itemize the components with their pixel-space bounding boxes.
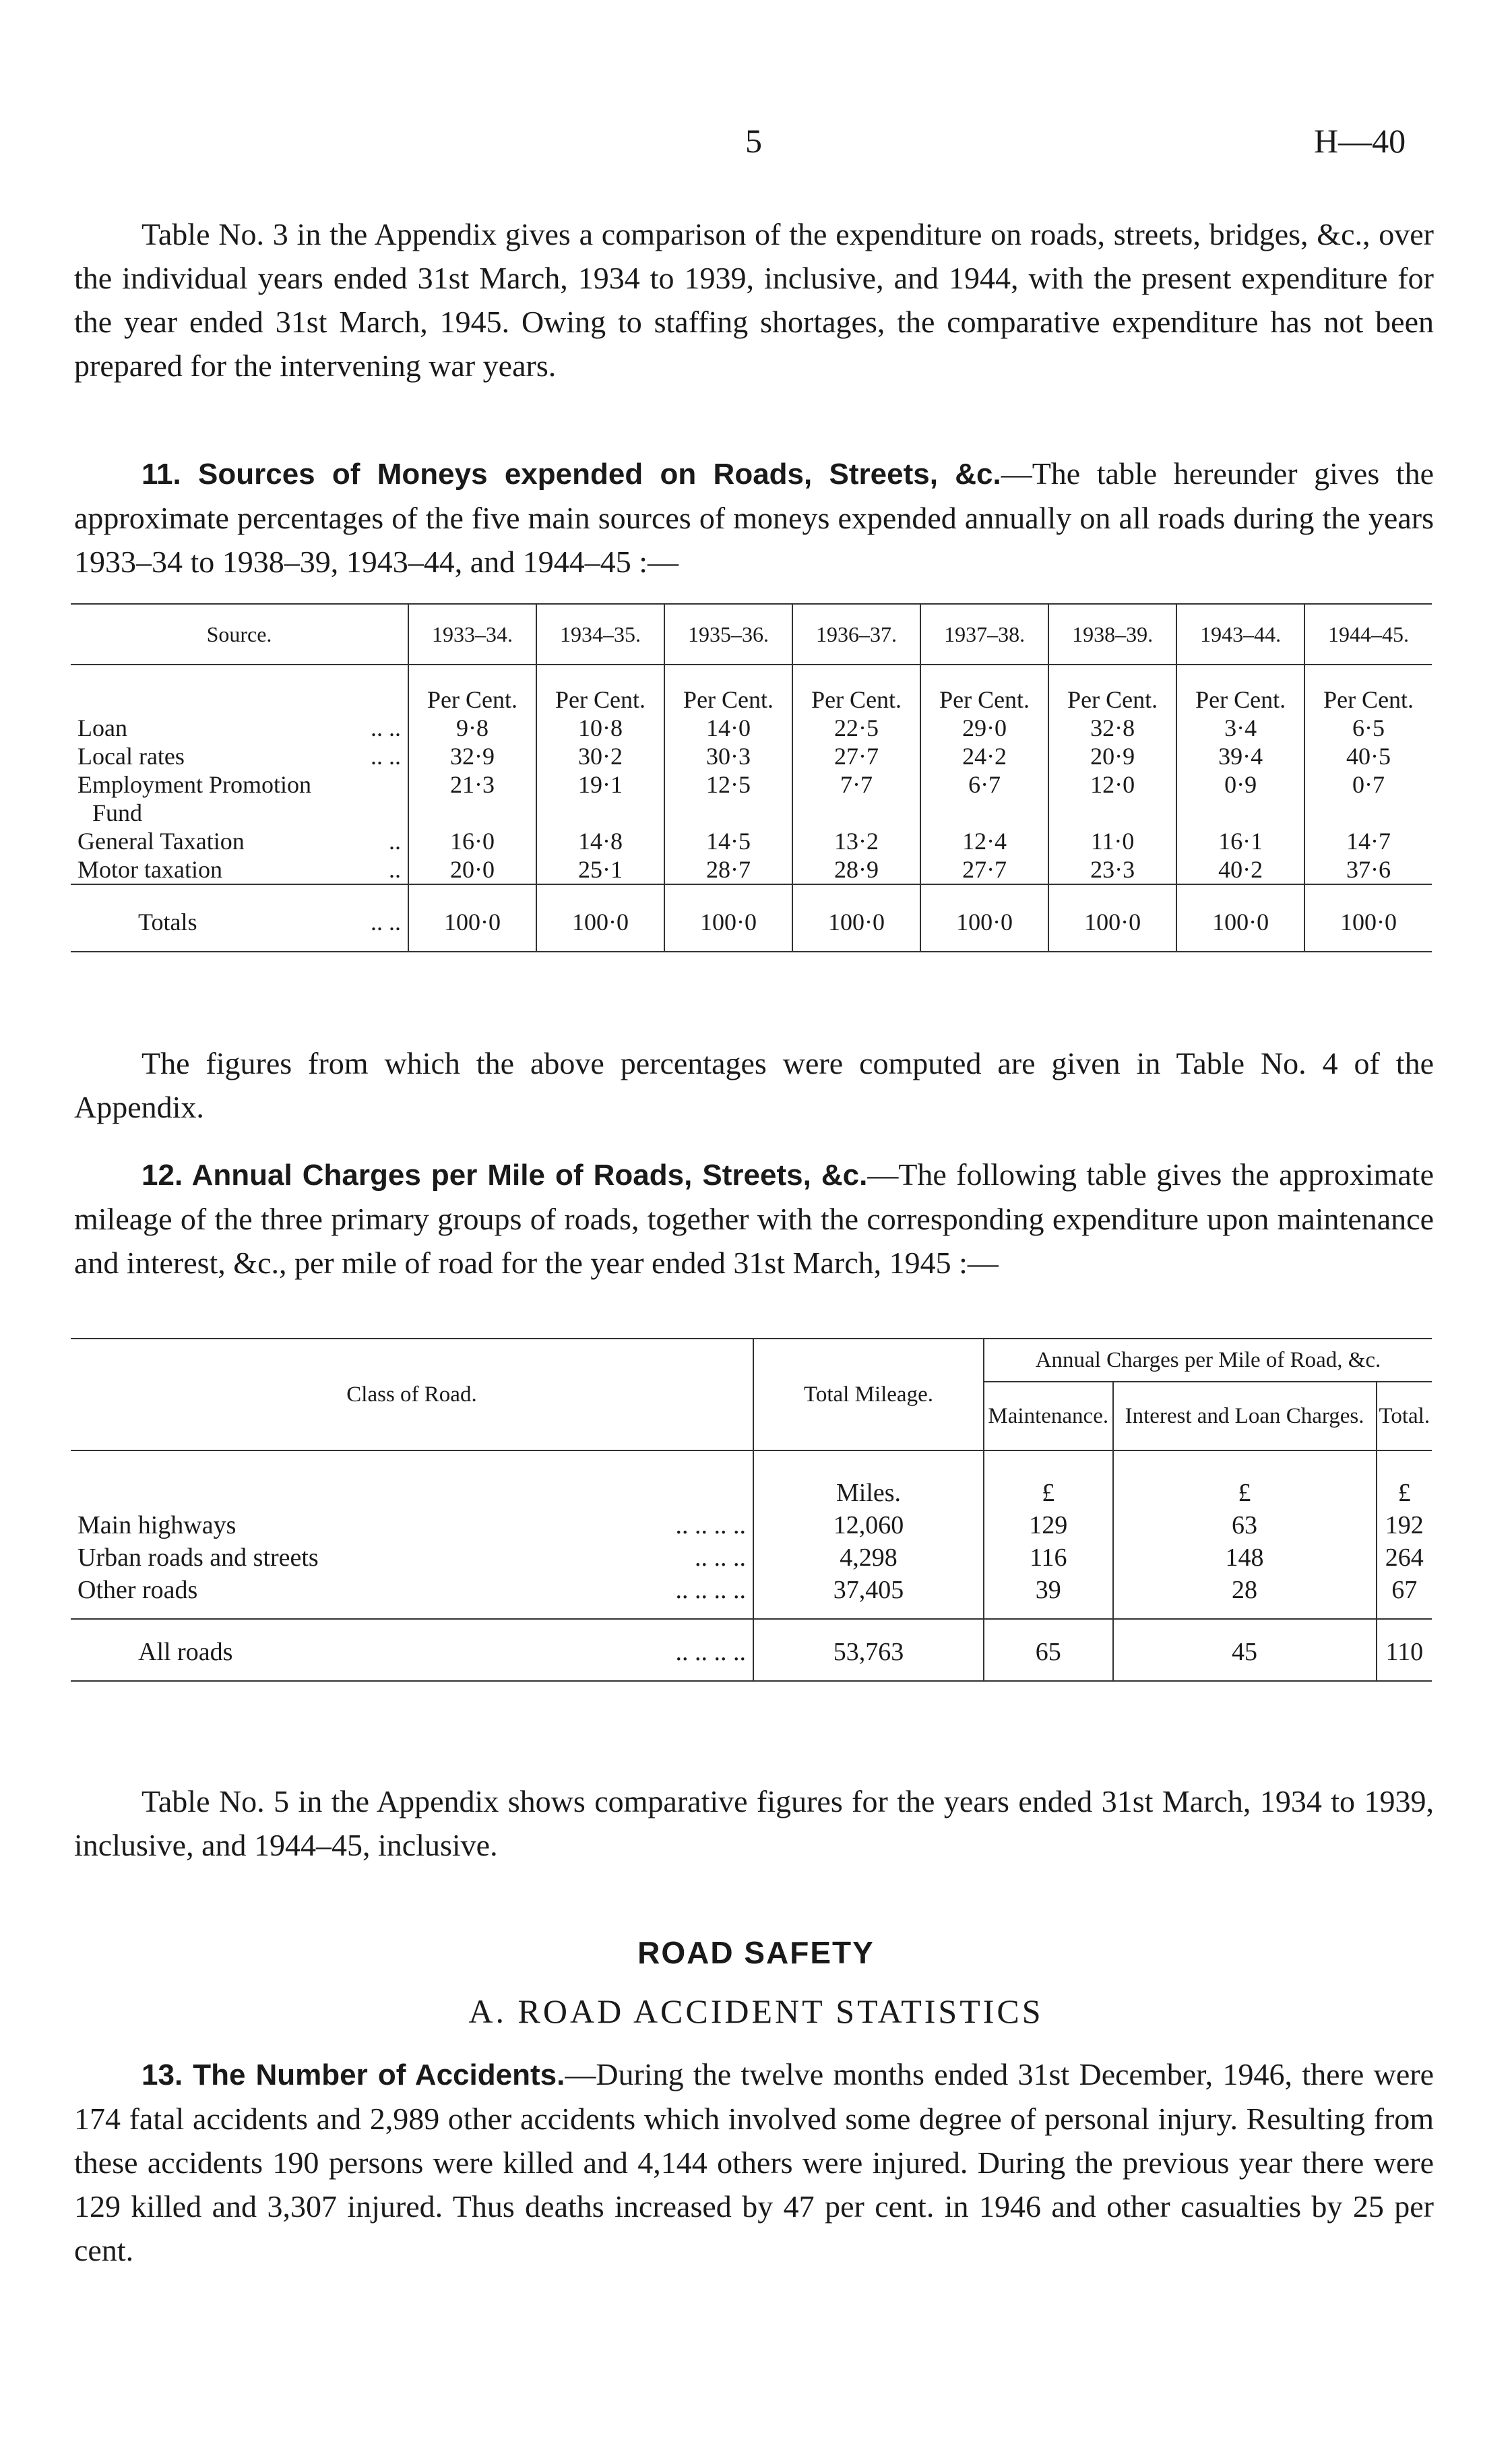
table-row xyxy=(71,770,1432,827)
row-label: Urban roads and streets xyxy=(77,1543,319,1572)
section-11-text: —The table hereunder gives the approximate percentages of the five main sources of moneys expended annually on all roads during the years 1933–34 to 1938–39, 1943–44, and 1944–45 :— xyxy=(74,456,1434,579)
unit-row xyxy=(71,1450,1432,1509)
interest-header: Interest and Loan Charges. xyxy=(1113,1382,1377,1450)
section-12 xyxy=(74,1153,1434,1285)
table-cell: 32·8 xyxy=(1048,714,1176,742)
table-cell: 14·7 xyxy=(1304,827,1432,855)
table-cell: 27·7 xyxy=(920,855,1048,884)
unit-label: Per Cent. xyxy=(1048,665,1176,714)
totals-row xyxy=(71,1619,1432,1681)
row-label: Other roads xyxy=(77,1576,198,1604)
table-cell: 30·3 xyxy=(664,742,792,770)
row-label: Loan xyxy=(77,714,127,741)
table-cell: 192 xyxy=(1377,1509,1432,1541)
table-cell: 37,405 xyxy=(753,1574,984,1619)
leader-dots: .. .. xyxy=(371,714,401,741)
unit-label: Per Cent. xyxy=(1304,665,1432,714)
table-cell: 264 xyxy=(1377,1541,1432,1574)
table-cell: 129 xyxy=(984,1509,1113,1541)
leader-dots: .. .. .. .. xyxy=(675,1576,746,1604)
unit-row xyxy=(71,665,1432,714)
table-cell: 28·9 xyxy=(792,855,920,884)
table-cell: 37·6 xyxy=(1304,855,1432,884)
row-label-continued: Fund xyxy=(92,799,143,826)
table-cell: 12·0 xyxy=(1048,770,1176,827)
table-cell: 14·8 xyxy=(536,827,664,855)
unit-label: Miles. xyxy=(753,1450,984,1509)
table-cell: 65 xyxy=(984,1619,1113,1681)
unit-label: Per Cent. xyxy=(536,665,664,714)
table-cell: 100·0 xyxy=(664,884,792,952)
table-cell: 29·0 xyxy=(920,714,1048,742)
section-13-text: —During the twelve months ended 31st December, 1946, there were 174 fatal accidents and 2,989 other accidents which involved some degree of personal injury. Resulting from these accidents 190 persons were killed and 4,144 others were injured. During the previous year there were 129 killed and 3,307 injured. Thus deaths increased by 47 per cent. in 1946 and other casualties by 25 per cent. xyxy=(74,2057,1434,2267)
row-label: General Taxation xyxy=(77,828,245,855)
row-label: Main highways xyxy=(77,1511,237,1539)
table-row xyxy=(71,827,1432,855)
section-13-heading: 13. The Number of Accidents. xyxy=(141,2058,565,2091)
table-cell: 25·1 xyxy=(536,855,664,884)
table-cell: 0·9 xyxy=(1176,770,1304,827)
table-cell: 20·9 xyxy=(1048,742,1176,770)
class-column-header: Class of Road. xyxy=(346,1382,477,1407)
table-cell: 100·0 xyxy=(792,884,920,952)
table-cell: 24·2 xyxy=(920,742,1048,770)
table-cell: 4,298 xyxy=(753,1541,984,1574)
unit-label: Per Cent. xyxy=(1176,665,1304,714)
paragraph-table4: The figures from which the above percentages were computed are given in Table No. 4 of the Appendix. xyxy=(74,1046,1434,1124)
leader-dots: .. .. xyxy=(371,743,401,770)
row-label: Totals xyxy=(138,909,197,936)
unit-label: £ xyxy=(984,1450,1113,1509)
table-cell: 9·8 xyxy=(408,714,536,742)
unit-label: £ xyxy=(1113,1450,1377,1509)
table-cell: 12,060 xyxy=(753,1509,984,1541)
table-cell: 28 xyxy=(1113,1574,1377,1619)
leader-dots: .. .. .. .. xyxy=(675,1511,746,1539)
unit-label: Per Cent. xyxy=(792,665,920,714)
table-cell: 21·3 xyxy=(408,770,536,827)
table-cell: 19·1 xyxy=(536,770,664,827)
table-cell: 30·2 xyxy=(536,742,664,770)
accident-statistics-heading: A. ROAD ACCIDENT STATISTICS xyxy=(468,1992,1044,2030)
table-cell: 100·0 xyxy=(536,884,664,952)
table-row xyxy=(71,1574,1432,1619)
table-cell: 11·0 xyxy=(1048,827,1176,855)
row-label: Local rates xyxy=(77,743,185,770)
total-header: Total. xyxy=(1377,1382,1432,1450)
table-cell: 20·0 xyxy=(408,855,536,884)
table-cell: 116 xyxy=(984,1541,1113,1574)
year-header: 1943–44. xyxy=(1176,604,1304,665)
row-label: Motor taxation xyxy=(77,856,222,883)
sources-table xyxy=(71,603,1432,952)
table-row xyxy=(71,1541,1432,1574)
mileage-column-header: Total Mileage. xyxy=(753,1339,984,1450)
year-header: 1935–36. xyxy=(664,604,792,665)
paragraph-table3: Table No. 3 in the Appendix gives a comparison of the expenditure on roads, streets, bridges, &c., over the individual years ended 31st March, 1934 to 1939, inclusive, and 1944, with the present expenditure for the year ended 31st March, 1945. Owing to staffing shortages, the comparative expenditure has not been prepared for the intervening war years. xyxy=(74,217,1434,383)
table-cell: 14·5 xyxy=(664,827,792,855)
table-cell: 12·5 xyxy=(664,770,792,827)
table-cell: 27·7 xyxy=(792,742,920,770)
table-row xyxy=(71,1509,1432,1541)
table-cell: 7·7 xyxy=(792,770,920,827)
unit-label: Per Cent. xyxy=(920,665,1048,714)
table-cell: 3·4 xyxy=(1176,714,1304,742)
table-cell: 100·0 xyxy=(408,884,536,952)
table-cell: 40·5 xyxy=(1304,742,1432,770)
section-13 xyxy=(74,2052,1434,2272)
table-cell: 39·4 xyxy=(1176,742,1304,770)
table-cell: 39 xyxy=(984,1574,1113,1619)
row-label: All roads xyxy=(138,1638,233,1666)
unit-label: £ xyxy=(1377,1450,1432,1509)
charges-table xyxy=(71,1338,1432,1682)
table-cell: 6·5 xyxy=(1304,714,1432,742)
table-cell: 100·0 xyxy=(1176,884,1304,952)
table-cell: 23·3 xyxy=(1048,855,1176,884)
table-cell: 100·0 xyxy=(920,884,1048,952)
table-cell: 16·1 xyxy=(1176,827,1304,855)
leader-dots: .. .. xyxy=(371,909,401,936)
table-cell: 22·5 xyxy=(792,714,920,742)
table-cell: 100·0 xyxy=(1304,884,1432,952)
leader-dots: .. xyxy=(389,856,401,883)
totals-row xyxy=(71,884,1432,952)
table-cell: 14·0 xyxy=(664,714,792,742)
unit-label: Per Cent. xyxy=(664,665,792,714)
year-header: 1934–35. xyxy=(536,604,664,665)
row-label: Employment Promotion xyxy=(77,771,311,798)
table-cell: 45 xyxy=(1113,1619,1377,1681)
table-cell: 63 xyxy=(1113,1509,1377,1541)
document-code: H—40 xyxy=(1314,122,1406,160)
table-cell: 148 xyxy=(1113,1541,1377,1574)
annual-charges-header: Annual Charges per Mile of Road, &c. xyxy=(984,1339,1432,1382)
paragraph-table5: Table No. 5 in the Appendix shows comparative figures for the years ended 31st March, 1934 to 1939, inclusive, and 1944–45, inclusive. xyxy=(74,1784,1434,1862)
road-safety-heading: ROAD SAFETY xyxy=(637,1935,875,1970)
table-cell: 28·7 xyxy=(664,855,792,884)
leader-dots: .. .. .. .. xyxy=(675,1638,746,1666)
source-column-header: Source. xyxy=(206,621,272,646)
table-cell: 0·7 xyxy=(1304,770,1432,827)
unit-label: Per Cent. xyxy=(408,665,536,714)
table-cell: 53,763 xyxy=(753,1619,984,1681)
table-cell: 32·9 xyxy=(408,742,536,770)
table-row xyxy=(71,855,1432,884)
page-number: 5 xyxy=(745,122,762,160)
table-cell: 67 xyxy=(1377,1574,1432,1619)
table-cell: 10·8 xyxy=(536,714,664,742)
year-header: 1944–45. xyxy=(1304,604,1432,665)
section-11 xyxy=(74,452,1434,584)
table-row xyxy=(71,714,1432,742)
leader-dots: .. xyxy=(389,828,401,855)
year-header: 1936–37. xyxy=(792,604,920,665)
maintenance-header: Maintenance. xyxy=(984,1382,1113,1450)
table-cell: 12·4 xyxy=(920,827,1048,855)
leader-dots: .. .. .. xyxy=(695,1543,746,1572)
year-header: 1933–34. xyxy=(408,604,536,665)
year-header: 1938–39. xyxy=(1048,604,1176,665)
table-cell: 6·7 xyxy=(920,770,1048,827)
table-cell: 16·0 xyxy=(408,827,536,855)
table-cell: 110 xyxy=(1377,1619,1432,1681)
table-cell: 40·2 xyxy=(1176,855,1304,884)
table-cell: 100·0 xyxy=(1048,884,1176,952)
year-header: 1937–38. xyxy=(920,604,1048,665)
section-11-heading: 11. Sources of Moneys expended on Roads, Streets, &c. xyxy=(141,458,1001,491)
table-row xyxy=(71,742,1432,770)
section-12-heading: 12. Annual Charges per Mile of Roads, Streets, &c. xyxy=(141,1159,868,1192)
table-cell: 13·2 xyxy=(792,827,920,855)
section-12-text: —The following table gives the approximate mileage of the three primary groups of roads, together with the corresponding expenditure upon maintenance and interest, &c., per mile of road for the year ended 31st March, 1945 :— xyxy=(74,1157,1434,1280)
